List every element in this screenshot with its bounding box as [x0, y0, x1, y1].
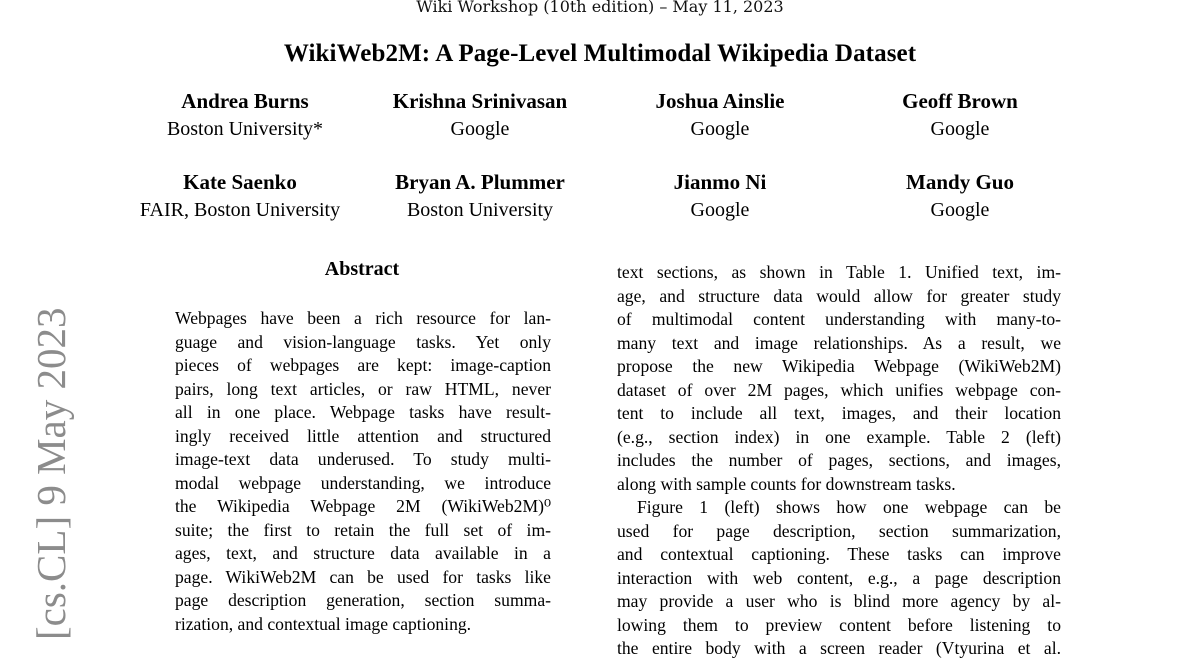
- abstract-line: modal webpage understanding, we introduce: [175, 472, 551, 493]
- author-name: Joshua Ainslie: [655, 89, 785, 113]
- body-line: of multimodal content understanding with many-to-: [617, 309, 1061, 329]
- author-affiliation: Google: [690, 118, 750, 140]
- author-name: Jianmo Ni: [673, 170, 767, 194]
- abstract-line: guage and vision-language tasks. Yet only: [175, 331, 551, 352]
- body-line: includes the number of pages, sections, and images,: [617, 450, 1061, 470]
- body-line: many text and image relationships. As a result, we: [617, 332, 1061, 353]
- abstract-line: ages, text, and structure data available in a: [175, 543, 551, 563]
- author-name: Geoff Brown: [902, 89, 1018, 113]
- author-name: Kate Saenko: [183, 170, 297, 194]
- abstract-line: pieces of webpages are kept: image-caption: [175, 355, 551, 375]
- body-line: and contextual captioning. These tasks can improve: [617, 544, 1061, 564]
- author-block: [840, 87, 1080, 143]
- body-line: dataset of over 2M pages, which unifies webpage con-: [617, 379, 1061, 400]
- author-affiliation: Google: [690, 199, 750, 221]
- body-line: propose the new Wikipedia Webpage (WikiWeb2M): [617, 356, 1061, 376]
- abstract-body: [175, 307, 551, 636]
- author-block: [600, 87, 840, 143]
- body-line: lowing them to preview content before listening to: [617, 614, 1061, 635]
- author-block: [360, 87, 600, 143]
- body-line: along with sample counts for downstream tasks.: [617, 473, 956, 494]
- body-line: tent to include all text, images, and their location: [617, 403, 1061, 423]
- abstract-line: suite; the first to retain the full set of im-: [175, 519, 551, 540]
- body-line: used for page description, section summarization,: [617, 520, 1061, 541]
- abstract-line: all in one place. Webpage tasks have result-: [175, 402, 551, 422]
- author-affiliation: Google: [930, 199, 990, 221]
- running-header: Wiki Workshop (10th edition) – May 11, 2023: [416, 0, 784, 16]
- body-column-right: [617, 261, 1061, 661]
- author-block: [840, 168, 1080, 224]
- author-name: Krishna Srinivasan: [392, 89, 568, 113]
- author-block: [120, 168, 360, 224]
- abstract-line: page description generation, section summa-: [175, 590, 551, 610]
- body-line: text sections, as shown in Table 1. Unified text, im-: [617, 262, 1061, 282]
- author-block: [600, 168, 840, 224]
- abstract-line: page. WikiWeb2M can be used for tasks like: [175, 566, 551, 587]
- author-name: Andrea Burns: [181, 89, 309, 113]
- author-name: Bryan A. Plummer: [395, 170, 565, 194]
- abstract-line: Webpages have been a rich resource for lan-: [175, 308, 551, 328]
- paper-title: WikiWeb2M: A Page-Level Multimodal Wikipedia Dataset: [283, 40, 917, 67]
- author-block: [125, 87, 365, 143]
- author-affiliation: Google: [930, 118, 990, 140]
- abstract-heading: Abstract: [324, 258, 400, 280]
- abstract-line: rization, and contextual image captioning.: [175, 613, 472, 634]
- author-affiliation: Boston University: [406, 199, 554, 221]
- author-affiliation: Boston University*: [166, 118, 324, 140]
- abstract-line: the Wikipedia Webpage 2M (WikiWeb2M)⁰: [175, 496, 551, 516]
- author-affiliation: Google: [450, 118, 510, 140]
- abstract-line: ingly received little attention and structured: [175, 425, 551, 446]
- body-line: the entire body with a screen reader (Vtyurina et al.: [617, 638, 1061, 658]
- abstract-line: image-text data underused. To study multi-: [175, 449, 551, 469]
- body-line: Figure 1 (left) shows how one webpage can be: [637, 497, 1061, 517]
- arxiv-stamp: [cs.CL] 9 May 2023: [28, 307, 74, 640]
- body-line: may provide a user who is blind more agency by al-: [617, 591, 1061, 611]
- author-affiliation: FAIR, Boston University: [139, 199, 341, 221]
- author-name: Mandy Guo: [906, 170, 1014, 194]
- body-line: interaction with web content, e.g., a page description: [617, 567, 1061, 588]
- abstract-line: pairs, long text articles, or raw HTML, never: [175, 378, 551, 399]
- body-line: age, and structure data would allow for greater study: [617, 285, 1061, 306]
- author-block: [360, 168, 600, 224]
- body-line: (e.g., section index) in one example. Table 2 (left): [617, 426, 1061, 447]
